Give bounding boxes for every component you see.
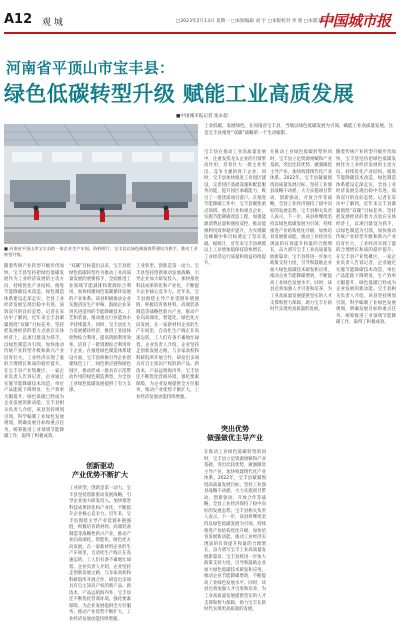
section-name: 观 城 xyxy=(42,18,63,28)
column-text: 随着传统产业转型升级步伐加快，宝丰县坚持把绿色低碳发展作为工业经济发展的主攻方向，持续优化产业结构，推进节能降碳技术改造，绿色制造体系建设走深走实，全县工业经济发展呈现出稳中有进、质效双升的良好态势。记者在采访中了解到，近年来宝丰县紧紧围绕“双碳”目标任务，坚持把发展经济的着力点放在实体经济上，以项目建设为抓手，以绿色制造为引领，加快推动传统产业转型升级和新兴产业培育壮大，工业经济实现了量的合理增长和质的稳步提升。在宝丰县产业集聚区，一家企业负责人告诉记者，企业通过实施节能降碳技术改造，单位产品能耗下降明显，生产效率大幅提升，绿色低碳已经成为企业发展的新动能。宝丰县相关负责人介绍，该县坚持规划引领，科学编制工业绿色发展规划，明确发展目标和重点任务，统筹推进工业领域节能降碳工作，取得了积极成效。 xyxy=(336,150,396,326)
article-column-2b xyxy=(69,486,131,622)
article-byline: ■中国城市报记者 张永超 xyxy=(176,114,228,119)
article-column-5 xyxy=(270,150,332,568)
subhead-innovation: 创新驱动 产业优势不断扩大 xyxy=(72,462,128,479)
newspaper-logo: 中国城市报 xyxy=(318,12,391,30)
page-number: A12 xyxy=(4,12,33,27)
dateline: □2023年2月13日 星期一 □本版编辑 刘 宇 □本版校对 李 蕾 □本版美编 梦号先 xyxy=(176,19,342,24)
subhead-advantages: 突出优势 做强做优主导产业 xyxy=(207,425,263,442)
column-text: 随着传统产业转型升级步伐加快，宝丰县坚持把绿色低碳发展作为工业经济发展的主攻方向，持续优化产业结构，推进节能降碳技术改造，绿色制造体系建设走深走实，全县工业经济发展呈现出稳中有进、质效双升的良好态势。记者在采访中了解到，近年来宝丰县紧紧围绕“双碳”目标任务，坚持把发展经济的着力点放在实体经济上，以项目建设为抓手，以绿色制造为引领，加快推动传统产业转型升级和新兴产业培育壮大，工业经济实现了量的合理增长和质的稳步提升。在宝丰县产业集聚区，一家企业负责人告诉记者，企业通过实施节能降碳技术改造，单位产品能耗下降明显，生产效率大幅提升，绿色低碳已经成为企业发展的新动能。宝丰县相关负责人介绍，该县坚持规划引领，科学编制工业绿色发展规划，明确发展目标和重点任务，统筹推进工业领域节能降碳工作，取得了积极成效。 xyxy=(4,264,64,440)
article-column-2 xyxy=(69,264,131,456)
article-lead: 工业低碳，发展绿色。在河南省宝丰县，当地以绿色低碳发展为引领，赋能工业高质量发展。这是宝丰县推进“双碳”战略的一个生动缩影。 xyxy=(204,124,393,136)
factory-photo xyxy=(4,124,198,244)
article-headline: 绿色低碳转型升级 赋能工业高质发展 xyxy=(4,82,355,106)
article-column-4 xyxy=(204,150,266,420)
column-text: 在推动工业绿色低碳转型的同时，宝丰县立足资源禀赋和产业基础，突出比较优势，做强做优主导产业，加快构建现代化产业体系。2022年，宝丰县紧紧围绕高质量发展目标，坚持工业强县战略不动摇，大力实施项目带动、创新驱动、开放合作等战略，全县工业经济保持了稳中向好的发展态势。宝丰县相关负责人表示，下一步，该县将继续坚持以绿色低碳发展为引领，持续推进产业结构优化升级，加快培育发展新动能，推动工业经济实现质的有效提升和量的合理增长，奋力谱写宝丰工业高质量发展新篇章。宝丰县将进一步加大政策支持力度，引导和鼓励企业加大绿色低碳技术研发和应用，推动企业节能降碳增效，不断提高工业绿色发展水平。同时，该县还将加强人才引进和培养，为工业高质量发展提供坚实的人才支撑和智力保障，助力宝丰在新时代实现更高质量的发展。 xyxy=(204,450,266,613)
article-kicker: 河南省平顶山市宝丰县： xyxy=(6,59,175,77)
factory-photo-illustration xyxy=(4,124,198,244)
column-text: 宝丰县在推动工业高质量发展中，注重发挥龙头企业的引领带动作用，培育壮大一批主业突出、竞争力强的骨干企业。同时，宝丰县加快推进工业园区建设，完善园区基础设施和配套服务功能，提升园区承载能力，吸引了一批优质项目落户。在推进节能降碳工作中，宝丰县聚焦重点领域、重点行业和重点企业，实施节能降碳改造工程，加强能源消费总量和强度双控，推动能源利用效率稳步提升，为实现碳达峰碳中和目标奠定了坚实基础。据统计，近年来宝丰县规模以上工业增加值保持较快增长，工业经济运行质量和效益持续提升。 xyxy=(204,150,266,267)
article-column-1 xyxy=(4,264,64,568)
photo-caption: ■ 河南省平顶山市宝丰县的一家企业生产车间。资料图片。宝丰县以绿色制造体系建设为抓手，推动工业转型升级。 xyxy=(4,246,198,257)
column-text: 在推动工业绿色低碳转型的同时，宝丰县立足资源禀赋和产业基础，突出比较优势，做强做优主导产业，加快构建现代化产业体系。2022年，宝丰县紧紧围绕高质量发展目标，坚持工业强县战略不动摇，大力实施项目带动、创新驱动、开放合作等战略，全县工业经济保持了稳中向好的发展态势。宝丰县相关负责人表示，下一步，该县将继续坚持以绿色低碳发展为引领，持续推进产业结构优化升级，加快培育发展新动能，推动工业经济实现质的有效提升和量的合理增长，奋力谱写宝丰工业高质量发展新篇章。宝丰县将进一步加大政策支持力度，引导和鼓励企业加大绿色低碳技术研发和应用，推动企业节能降碳增效，不断提高工业绿色发展水平。同时，该县还将加强人才引进和培养，为工业高质量发展提供坚实的人才支撑和智力保障，助力宝丰在新时代实现更高质量的发展。 xyxy=(270,150,332,313)
page-header xyxy=(0,0,400,50)
column-text: “双碳”目标提出以来，宝丰县把绿色低碳转型作为推动工业高质量发展的重要抓手，全面推进工业领域节能减排和资源综合利用，加快构建绿色低碳循环发展的产业体系。该县积极推动企业实施清洁生产审核，鼓励企业采用先进适用的节能降碳技术、工艺和装备，推动重点行业能效水平持续提升。同时，宝丰县还大力发展循环经济，推进工业固体废物综合利用，提高资源利用效率，培育了一批资源综合利用骨干企业。在推进绿色制造体系建设方面，宝丰县积极引导企业创建绿色工厂、绿色供应链和绿色园区，推动形成一批具有示范带动作用的绿色制造典型，为全县工业绿色低碳发展提供了有力支撑。 xyxy=(69,264,131,394)
header-rule xyxy=(4,32,396,34)
article-column-4b xyxy=(204,450,266,613)
column-text: 工业转型，创新是第一动力。宝丰县坚持创新驱动发展战略，引导企业加大研发投入，加快推进科技成果转化和产业化，不断提升企业核心竞争力。近年来，宝丰县围绕主导产业延链补链强链，积极培育新材料、高端装备制造等战略性新兴产业，推动产业向高端化、智能化、绿色化方向发展。在一家新材料企业的生产车间里，自动化生产线正在高速运转，工人们有条不紊地忙碌着。企业负责人介绍，企业坚持走创新发展之路，与多家高校和科研院所开展合作，研发出多项具有自主知识产权的新产品、新技术，产品远销海内外。宝丰县还不断优化营商环境，强化要素保障，为企业发展提供全方位服务，推动产业优势不断扩大，工业经济发展动能持续增强。 xyxy=(136,264,199,400)
article-column-6 xyxy=(336,150,396,568)
article-column-3 xyxy=(136,264,199,568)
column-text: 工业转型，创新是第一动力。宝丰县坚持创新驱动发展战略，引导企业加大研发投入，加快推进科技成果转化和产业化，不断提升企业核心竞争力。近年来，宝丰县围绕主导产业延链补链强链，积极培育新材料、高端装备制造等战略性新兴产业，推动产业向高端化、智能化、绿色化方向发展。在一家新材料企业的生产车间里，自动化生产线正在高速运转，工人们有条不紊地忙碌着。企业负责人介绍，企业坚持走创新发展之路，与多家高校和科研院所开展合作，研发出多项具有自主知识产权的新产品、新技术，产品远销海内外。宝丰县还不断优化营商环境，强化要素保障，为企业发展提供全方位服务，推动产业优势不断扩大，工业经济发展动能持续增强。 xyxy=(69,486,131,622)
